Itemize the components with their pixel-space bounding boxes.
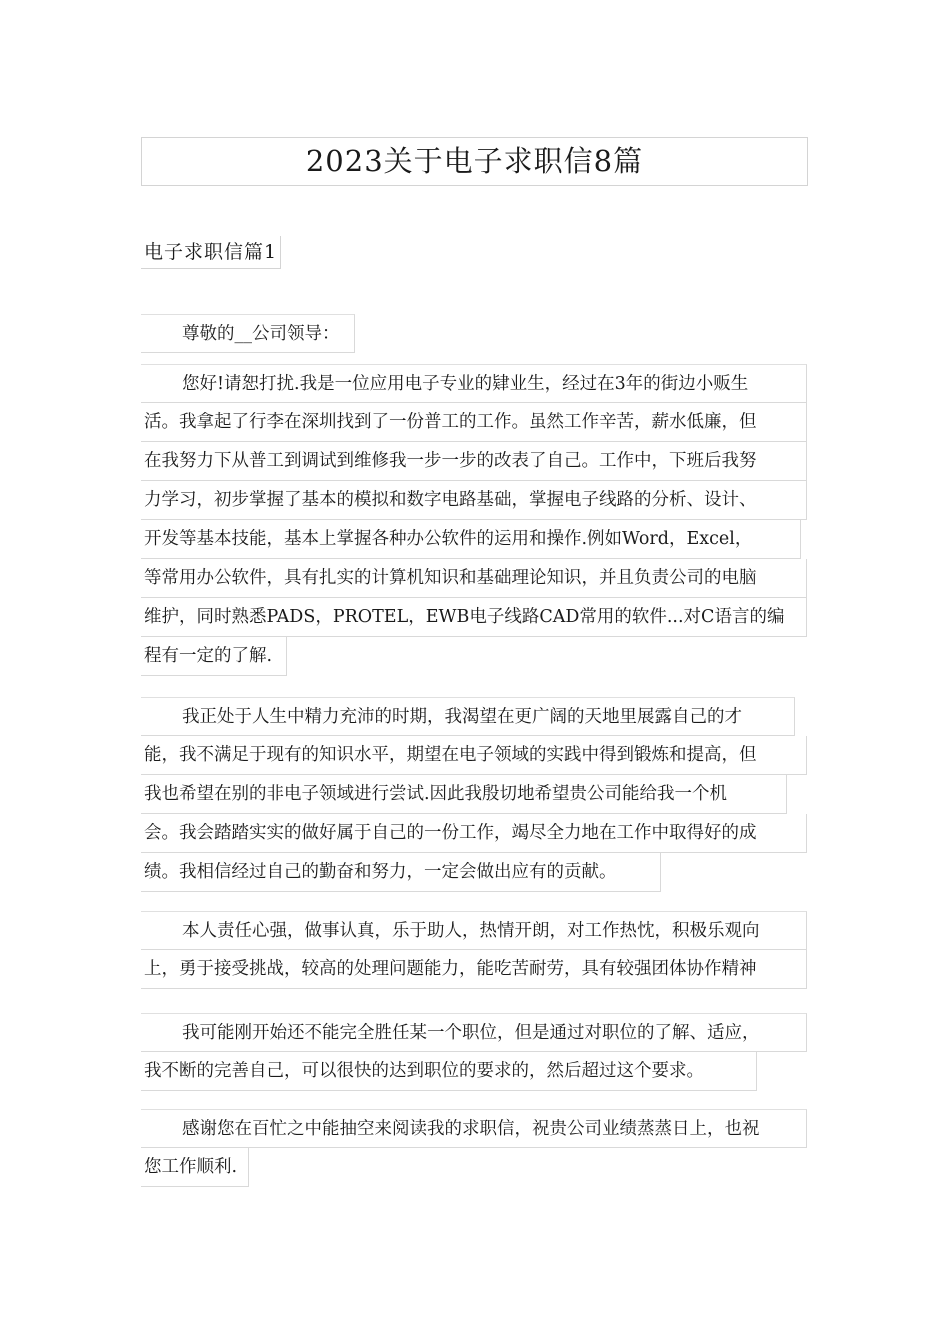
body-paragraph-1	[141, 364, 809, 676]
paragraph-line: 上，勇于接受挑战，较高的处理问题能力，能吃苦耐劳，具有较强团体协作精神	[141, 950, 807, 989]
paragraph-line: 力学习，初步掌握了基本的模拟和数字电路基础，掌握电子线路的分析、设计、	[141, 481, 807, 520]
document-title: 2023关于电子求职信8篇	[141, 137, 808, 186]
paragraph-line: 我也希望在别的非电子领域进行尝试.因此我殷切地希望贵公司能给我一个机	[141, 775, 787, 814]
paragraph-line: 我可能刚开始还不能完全胜任某一个职位，但是通过对职位的了解、适应，	[141, 1013, 807, 1052]
paragraph-line: 感谢您在百忙之中能抽空来阅读我的求职信，祝贵公司业绩蒸蒸日上，也祝	[141, 1109, 807, 1148]
body-paragraph-5	[141, 1109, 809, 1187]
paragraph-line: 开发等基本技能，基本上掌握各种办公软件的运用和操作.例如Word，Excel，	[141, 520, 801, 559]
salutation-paragraph	[141, 314, 809, 353]
paragraph-line: 绩。我相信经过自己的勤奋和努力，一定会做出应有的贡献。	[141, 853, 661, 892]
paragraph-line: 您工作顺利.	[141, 1148, 249, 1187]
paragraph-line: 能，我不满足于现有的知识水平，期望在电子领域的实践中得到锻炼和提高，但	[141, 736, 807, 775]
body-paragraph-3	[141, 911, 809, 989]
body-paragraph-4	[141, 1013, 809, 1091]
paragraph-line: 本人责任心强，做事认真，乐于助人，热情开朗，对工作热忱，积极乐观向	[141, 911, 807, 950]
section-heading: 电子求职信篇1	[141, 236, 281, 269]
paragraph-line: 维护，同时熟悉PADS，PROTEL，EWB电子线路CAD常用的软件...对C语言的编	[141, 598, 807, 637]
paragraph-line: 活。我拿起了行李在深圳找到了一份普工的工作。虽然工作辛苦，薪水低廉，但	[141, 403, 807, 442]
salutation-line: 尊敬的__公司领导：	[141, 314, 355, 353]
paragraph-line: 我不断的完善自己，可以很快的达到职位的要求的，然后超过这个要求。	[141, 1052, 757, 1091]
paragraph-line: 您好!请恕打扰.我是一位应用电子专业的肄业生，经过在3年的街边小贩生	[141, 364, 807, 403]
body-paragraph-2	[141, 697, 809, 892]
paragraph-line: 我正处于人生中精力充沛的时期，我渴望在更广阔的天地里展露自己的才	[141, 697, 795, 736]
paragraph-line: 等常用办公软件，具有扎实的计算机知识和基础理论知识，并且负责公司的电脑	[141, 559, 807, 598]
paragraph-line: 会。我会踏踏实实的做好属于自己的一份工作，竭尽全力地在工作中取得好的成	[141, 814, 807, 853]
paragraph-line: 程有一定的了解.	[141, 637, 287, 676]
paragraph-line: 在我努力下从普工到调试到维修我一步一步的改表了自己。工作中，下班后我努	[141, 442, 807, 481]
